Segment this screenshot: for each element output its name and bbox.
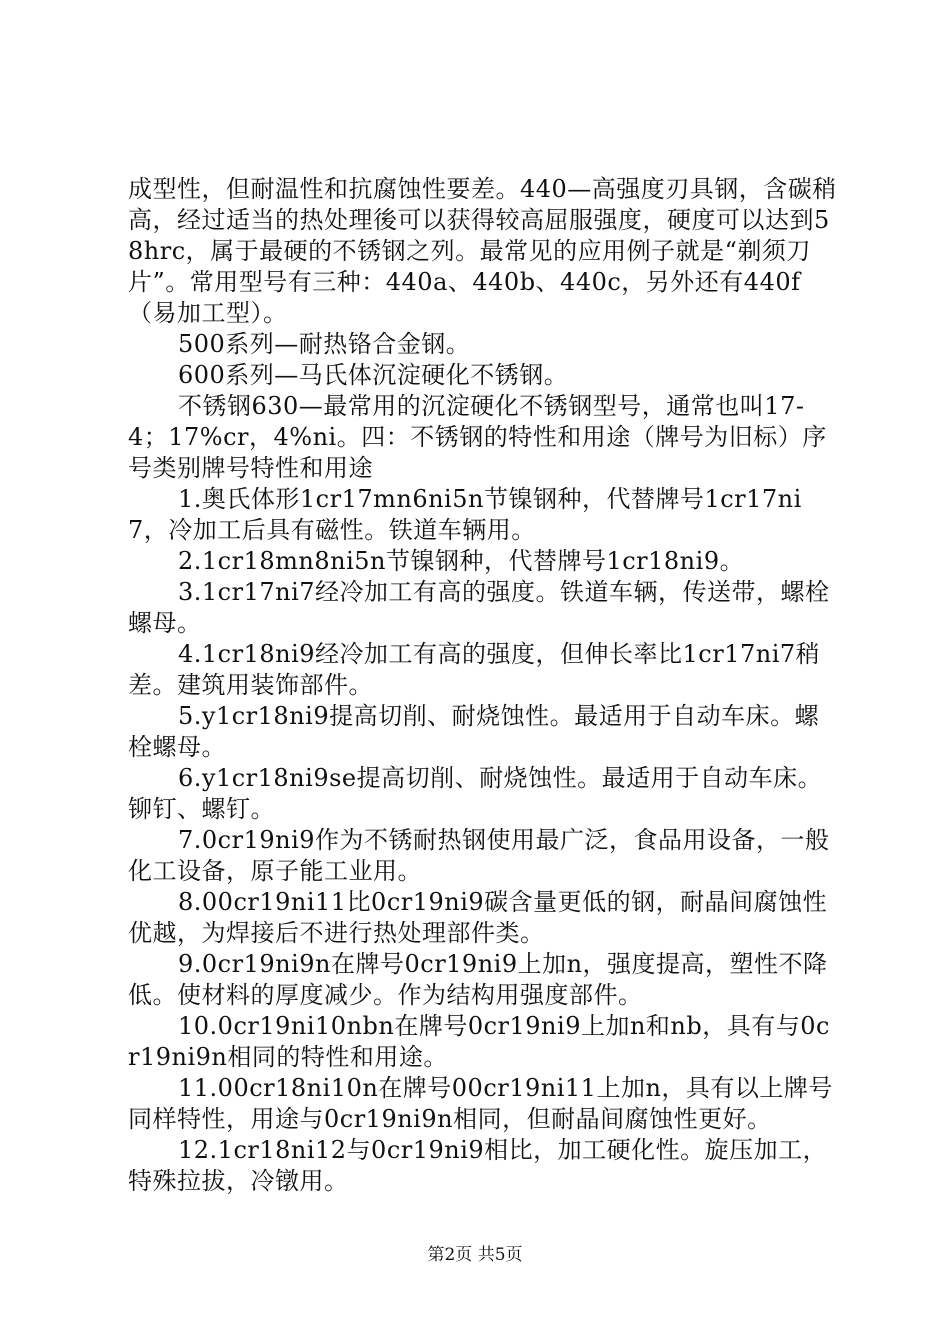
page-footer	[0, 1244, 950, 1266]
paragraph-3: 不锈钢630—最常用的沉淀硬化不锈钢型号，通常也叫17-4；17%cr，4%ni。四：不锈钢的特性和用途（牌号为旧标）序号类别牌号特性和用途	[128, 392, 827, 482]
paragraph-11: 8.00cr19ni11比0cr19ni9碳含量更低的钢，耐晶间腐蚀性优越，为焊接后不进行热处理部件类。	[128, 888, 828, 947]
paragraph-1: 500系列—耐热铬合金钢。	[178, 330, 471, 358]
page-number: 第2页 共5页	[427, 1245, 523, 1265]
paragraph-14: 11.00cr18ni10n在牌号00cr19ni11上加n，具有以上牌号同样特性，用途与0cr19ni9n相同，但耐晶间腐蚀性更好。	[128, 1074, 833, 1133]
paragraph-0: 成型性，但耐温性和抗腐蚀性要差。440—高强度刃具钢，含碳稍高，经过适当的热处理後可以获得较高屈服强度，硬度可以达到58hrc，属于最硬的不锈钢之列。最常见的应用例子就是“剃须刀片”。常用型号有三种：440a、440b、440c，另外还有440f（易加工型）。	[128, 175, 837, 327]
paragraph-13: 10.0cr19ni10nbn在牌号0cr19ni9上加n和nb，具有与0cr19ni9n相同的特性和用途。	[128, 1012, 830, 1071]
paragraph-4: 1.奥氏体形1cr17mn6ni5n节镍钢种，代替牌号1cr17ni7，冷加工后具有磁性。铁道车辆用。	[128, 485, 802, 544]
paragraph-8: 5.y1cr18ni9提高切削、耐烧蚀性。最适用于自动车床。螺栓螺母。	[128, 702, 820, 761]
paragraph-7: 4.1cr18ni9经冷加工有高的强度，但伸长率比1cr17ni7稍差。建筑用装饰部件。	[128, 640, 821, 699]
paragraph-2: 600系列—马氏体沉淀硬化不锈钢。	[178, 361, 569, 389]
paragraph-6: 3.1cr17ni7经冷加工有高的强度。铁道车辆，传送带，螺栓螺母。	[128, 578, 830, 637]
document-body	[128, 174, 840, 1197]
paragraph-10: 7.0cr19ni9作为不锈耐热钢使用最广泛，食品用设备，一般化工设备，原子能工业用。	[128, 826, 830, 885]
paragraph-9: 6.y1cr18ni9se提高切削、耐烧蚀性。最适用于自动车床。铆钉、螺钉。	[128, 764, 823, 823]
paragraph-15: 12.1cr18ni12与0cr19ni9相比，加工硬化性。旋压加工，特殊拉拔，冷镦用。	[128, 1136, 828, 1195]
paragraph-12: 9.0cr19ni9n在牌号0cr19ni9上加n，强度提高，塑性不降低。使材料的厚度减少。作为结构用强度部件。	[128, 950, 828, 1009]
paragraph-5: 2.1cr18mn8ni5n节镍钢种，代替牌号1cr18ni9。	[178, 547, 745, 575]
